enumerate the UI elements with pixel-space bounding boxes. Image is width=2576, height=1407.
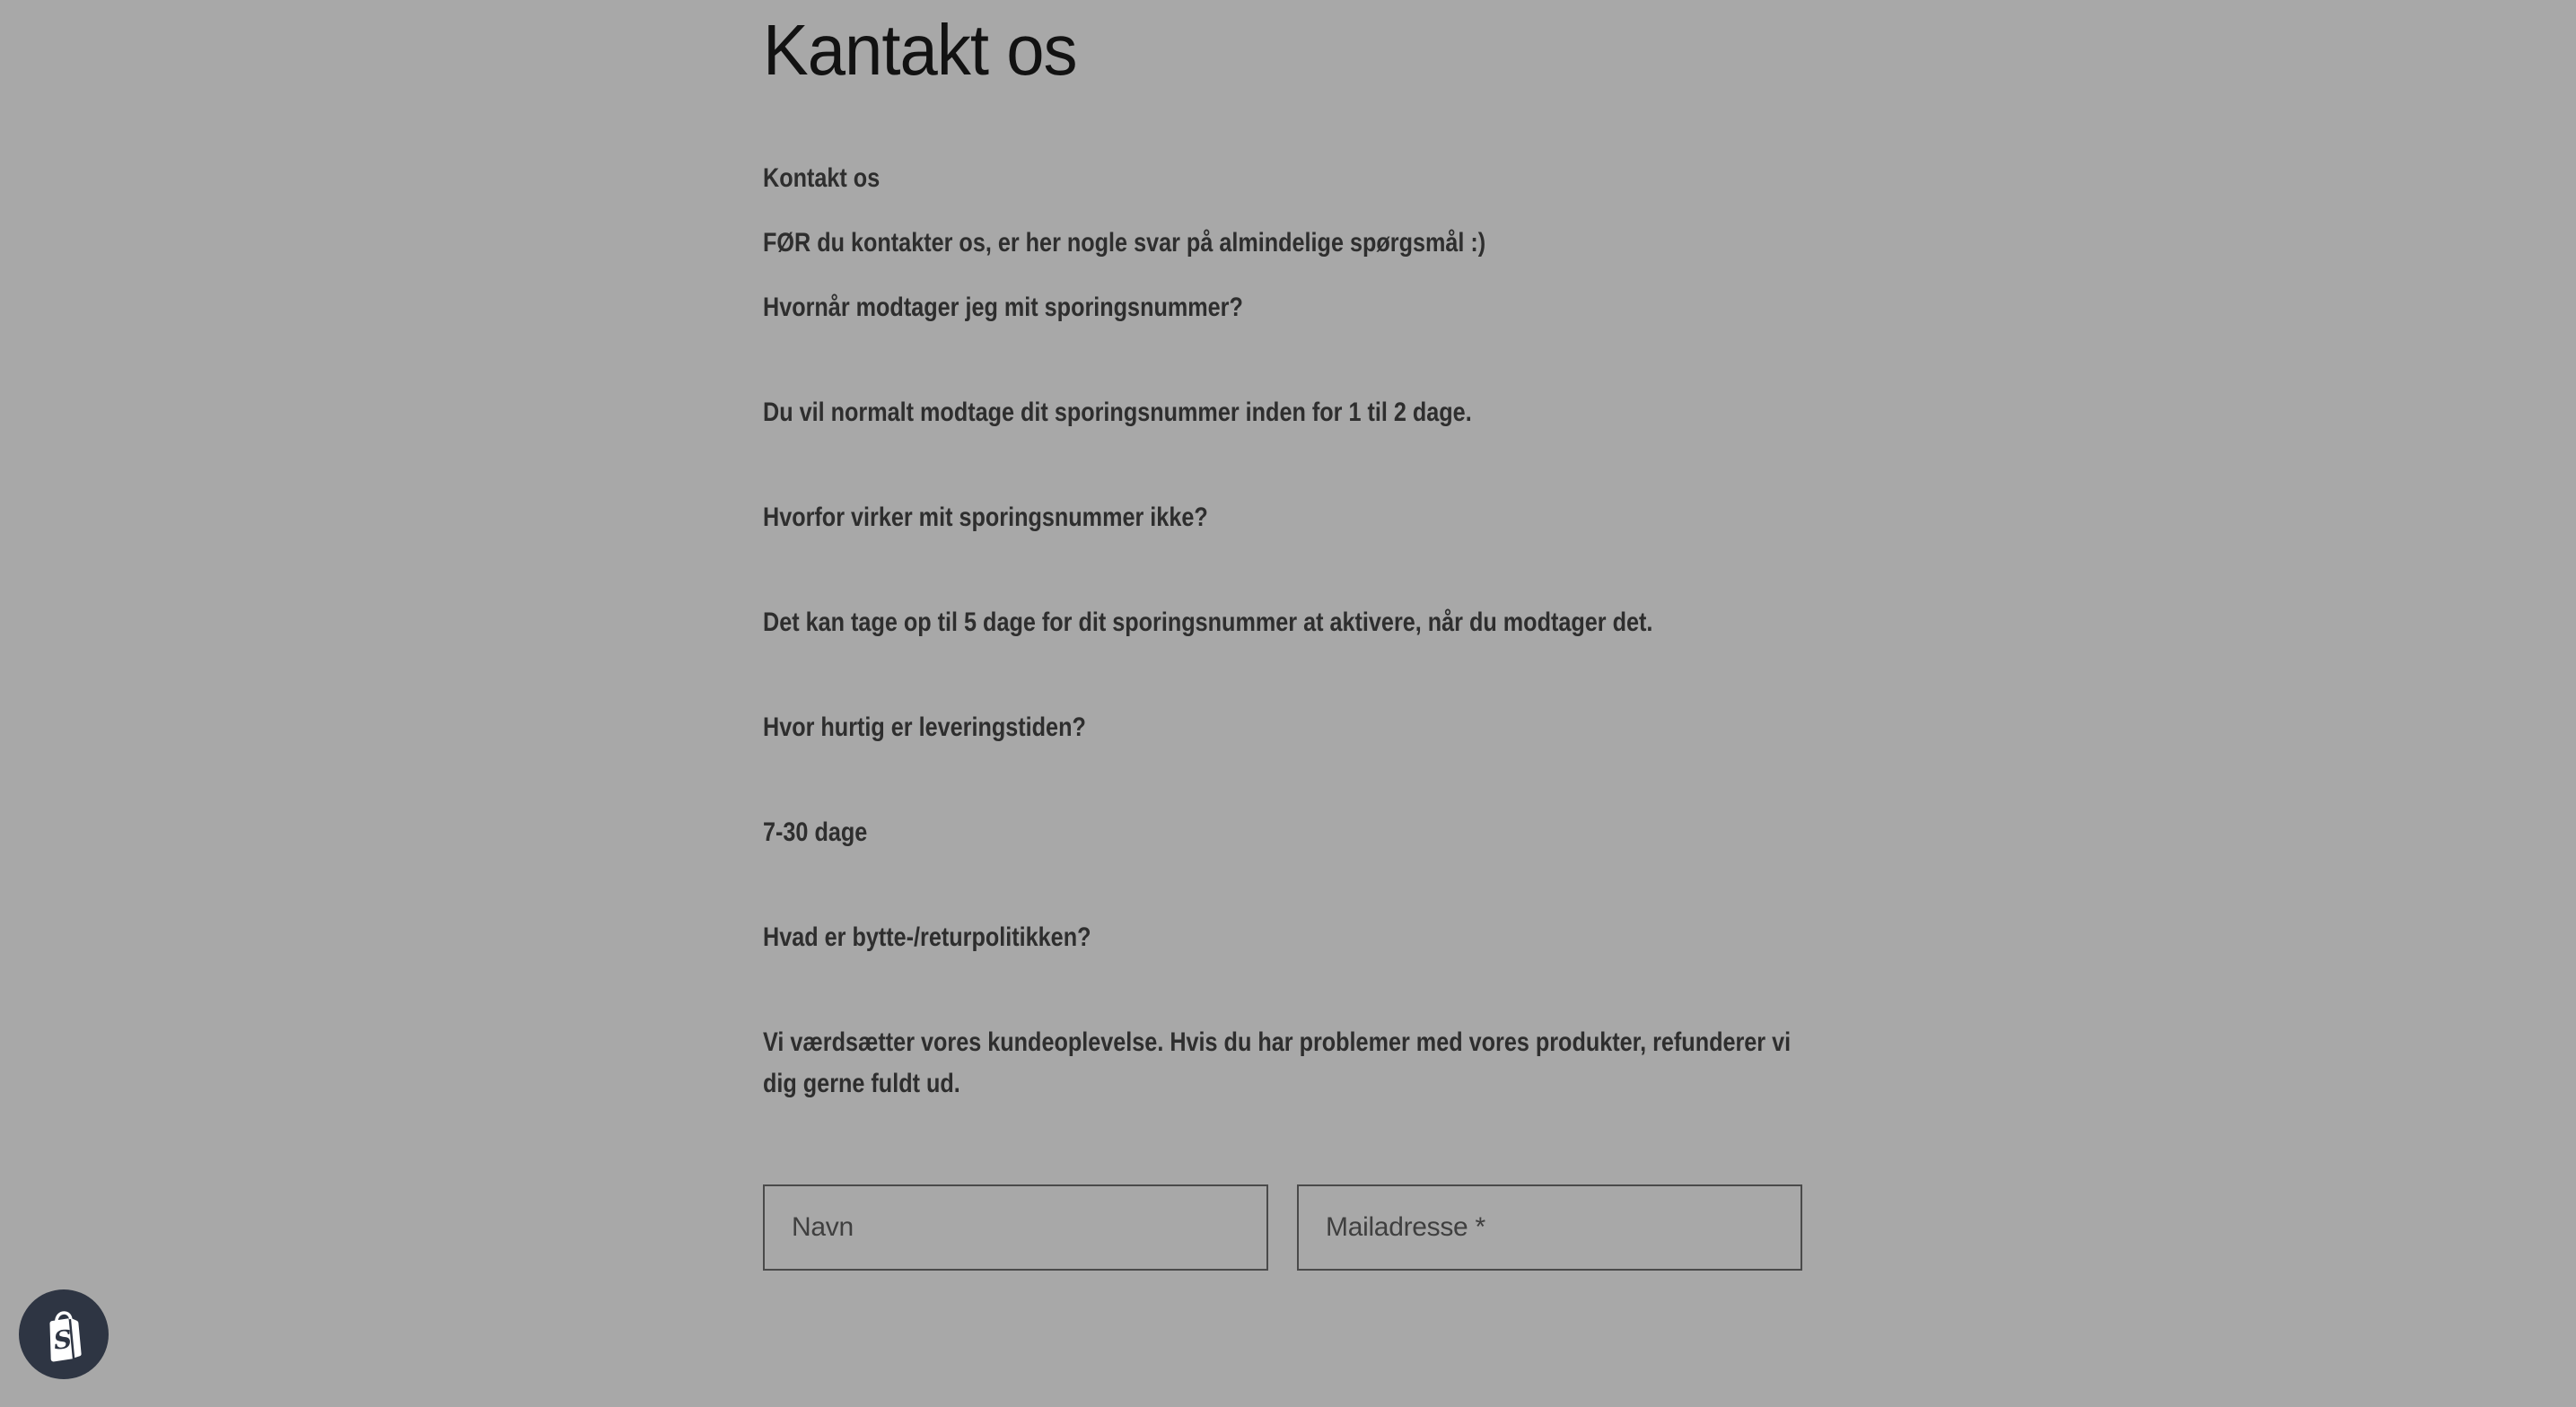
contact-form	[763, 1184, 1802, 1271]
faq-text-block	[763, 158, 1802, 1105]
svg-text:S: S	[52, 1324, 74, 1356]
faq-line: FØR du kontakter os, er her nogle svar på almindelige spørgsmål :)	[763, 228, 1486, 258]
faq-line: Kontakt os	[763, 163, 881, 193]
contact-page	[763, 7, 1802, 1271]
shopify-chat-launcher-button[interactable]	[19, 1289, 109, 1379]
faq-question: Hvad er bytte-/returpolitikken?	[763, 922, 1091, 952]
faq-question: Hvornår modtager jeg mit sporingsnummer?	[763, 293, 1243, 322]
faq-answer-continuation: dig gerne fuldt ud.	[763, 1069, 960, 1098]
page-title: Kantakt os	[763, 10, 1077, 90]
shopify-bag-icon	[39, 1306, 89, 1363]
faq-answer: Vi værdsætter vores kundeoplevelse. Hvis du har problemer med vores produkter, refunderer vi	[763, 1027, 1792, 1057]
faq-question: Hvorfor virker mit sporingsnummer ikke?	[763, 502, 1208, 532]
faq-answer: Det kan tage op til 5 dage for dit sporingsnummer at aktivere, når du modtager det.	[763, 607, 1653, 637]
faq-answer: 7-30 dage	[763, 817, 868, 847]
faq-answer: Du vil normalt modtage dit sporingsnummer inden for 1 til 2 dage.	[763, 398, 1472, 427]
email-input[interactable]	[1297, 1184, 1802, 1271]
name-input[interactable]	[763, 1184, 1268, 1271]
faq-question: Hvor hurtig er leveringstiden?	[763, 712, 1086, 742]
